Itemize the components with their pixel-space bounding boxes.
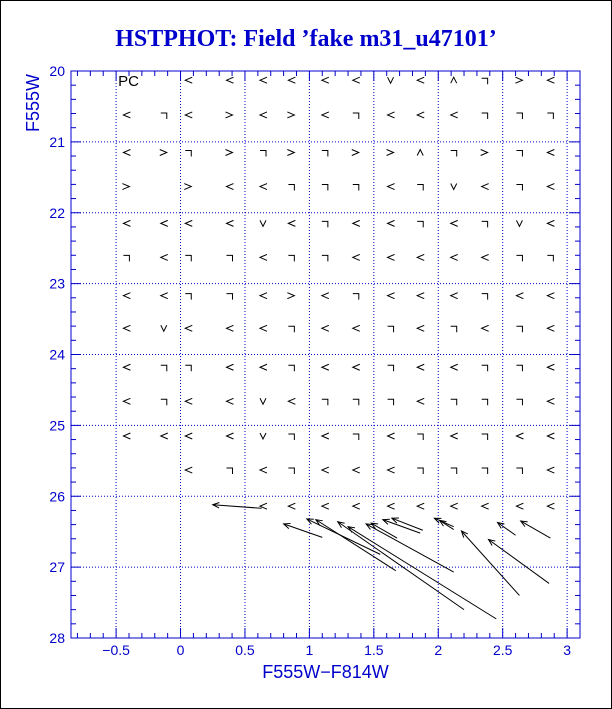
- residual-glyph: [547, 293, 554, 299]
- residual-glyph: [185, 365, 191, 371]
- x-tick-label: 3: [563, 642, 572, 658]
- residual-glyph: [547, 77, 554, 83]
- residual-glyph: [451, 399, 457, 405]
- y-tick-label: 25: [49, 417, 65, 434]
- residual-glyph: [417, 325, 424, 331]
- residual-glyph: [451, 254, 458, 260]
- residual-glyph: [226, 220, 233, 226]
- y-tick-label: 23: [49, 275, 65, 292]
- residual-glyph: [260, 325, 267, 331]
- residual-glyph: [482, 78, 488, 84]
- x-tick-label: 2.5: [492, 642, 513, 658]
- vector-arrowhead: [316, 520, 323, 526]
- residual-glyph: [226, 364, 233, 370]
- residual-glyph: [226, 398, 233, 404]
- residual-glyph: [185, 325, 192, 331]
- residual-glyph: [451, 151, 457, 157]
- residual-glyph: [388, 326, 394, 332]
- residual-glyph: [322, 399, 328, 405]
- residual-glyph: [288, 220, 295, 226]
- residual-glyph: [388, 77, 394, 83]
- residual-glyph: [226, 325, 233, 331]
- residual-glyph: [322, 112, 329, 118]
- residual-glyph: [287, 150, 294, 156]
- residual-glyph: [123, 325, 130, 331]
- residual-glyph: [353, 294, 359, 300]
- residual-glyph: [388, 503, 395, 509]
- residual-glyph: [516, 151, 522, 157]
- residual-vector: [489, 539, 550, 583]
- residual-glyph: [185, 433, 192, 439]
- residual-glyph: [161, 113, 167, 119]
- residual-glyph: [185, 255, 191, 261]
- residual-vector: [316, 520, 396, 571]
- residual-glyph: [417, 293, 424, 299]
- residual-glyph: [260, 151, 266, 157]
- residual-glyph: [547, 364, 554, 370]
- residual-vector: [434, 518, 453, 527]
- residual-glyph: [288, 365, 294, 371]
- residual-glyph: [417, 398, 424, 404]
- chart-title: HSTPHOT: Field ’fake m31_u47101’: [115, 26, 497, 52]
- x-tick-label: 1.5: [364, 642, 384, 658]
- residual-glyph: [123, 364, 130, 370]
- residual-glyph: [260, 433, 266, 439]
- y-tick-label: 20: [49, 63, 65, 79]
- residual-glyph: [547, 113, 553, 119]
- residual-glyph: [482, 325, 489, 331]
- vector-arrowhead: [371, 523, 378, 529]
- residual-glyph: [185, 294, 191, 300]
- residual-vector: [284, 524, 323, 537]
- residual-glyph: [353, 254, 360, 260]
- residual-glyph: [353, 113, 359, 119]
- residual-glyph: [482, 468, 488, 474]
- residual-glyph: [353, 434, 359, 440]
- x-tick-label: 1: [305, 642, 314, 658]
- x-tick-label: −0.5: [102, 642, 130, 658]
- residual-glyph: [185, 77, 192, 83]
- residual-glyph: [482, 365, 488, 371]
- residual-glyph: [322, 185, 328, 191]
- residual-glyph: [516, 433, 523, 439]
- residual-glyph: [322, 151, 328, 157]
- residual-glyph: [160, 150, 167, 156]
- residual-glyph: [353, 467, 360, 473]
- residual-glyph: [353, 220, 360, 226]
- y-tick-label: 24: [49, 346, 65, 363]
- residual-glyph: [123, 293, 130, 299]
- residual-glyph: [322, 325, 329, 331]
- residual-glyph: [260, 220, 266, 226]
- residual-vector: [498, 522, 516, 535]
- residual-glyph: [417, 150, 423, 156]
- residual-glyph: [288, 503, 295, 509]
- residual-glyph: [451, 77, 457, 83]
- residual-glyph: [388, 254, 395, 260]
- residual-glyph: [260, 77, 267, 83]
- residual-glyph: [516, 365, 522, 371]
- residual-glyph: [225, 112, 232, 118]
- residual-glyph: [161, 293, 168, 299]
- residual-glyph: [482, 294, 488, 300]
- residual-glyph: [260, 398, 266, 404]
- residual-glyph: [516, 255, 522, 261]
- residual-glyph: [547, 255, 553, 261]
- residual-glyph: [226, 77, 233, 83]
- residual-glyph: [417, 185, 423, 191]
- residual-vector: [440, 520, 454, 529]
- residual-glyph: [322, 364, 329, 370]
- residual-glyph: [482, 399, 488, 405]
- residual-glyph: [417, 434, 423, 440]
- residual-glyph: [547, 184, 554, 190]
- residual-glyph: [547, 433, 554, 439]
- residual-glyph: [225, 150, 232, 156]
- vector-arrowhead: [521, 521, 528, 527]
- residual-glyph: [547, 467, 554, 473]
- x-tick-label: 0.5: [235, 642, 255, 658]
- grid-lines: [71, 71, 580, 638]
- residual-glyph: [417, 503, 424, 509]
- residual-glyph: [288, 434, 294, 440]
- residual-glyph: [226, 255, 232, 261]
- residual-glyph: [322, 221, 328, 227]
- residual-glyph: [417, 221, 423, 227]
- residual-glyph: [287, 293, 294, 299]
- residual-glyph: [451, 184, 457, 190]
- residual-glyph: [322, 503, 329, 509]
- y-axis-label: F555W: [23, 73, 43, 133]
- tick-labels: [49, 63, 571, 658]
- residual-glyph: [481, 150, 488, 156]
- residual-glyph: [388, 399, 394, 405]
- residual-glyph: [547, 150, 554, 156]
- x-tick-label: 2: [434, 642, 443, 658]
- residual-glyph: [388, 365, 394, 371]
- residual-glyph: [322, 433, 329, 439]
- residual-glyph: [260, 364, 267, 370]
- y-tick-label: 27: [49, 559, 65, 576]
- residual-glyph: [516, 503, 523, 509]
- residual-glyph: [185, 220, 192, 226]
- residual-glyph: [516, 326, 522, 332]
- residual-glyph: [482, 254, 489, 260]
- residual-glyph: [417, 468, 423, 474]
- residual-glyph: [451, 326, 457, 332]
- x-axis-label: F555W−F814W: [262, 662, 389, 682]
- residual-glyph: [353, 364, 360, 370]
- residual-glyph: [226, 433, 233, 439]
- residual-vector: [338, 522, 464, 610]
- residual-glyph: [516, 468, 522, 474]
- residual-glyph: [547, 503, 554, 509]
- residual-glyph: [353, 503, 360, 509]
- x-tick-label: 0: [176, 642, 185, 658]
- residual-glyph: [451, 293, 458, 299]
- residual-glyph: [388, 184, 395, 190]
- residual-glyph: [417, 77, 424, 83]
- residual-glyph: [515, 77, 522, 83]
- residual-glyph: [388, 220, 395, 226]
- residual-glyph: [353, 325, 360, 331]
- residual-vector: [371, 523, 397, 538]
- residual-glyph: [122, 184, 129, 190]
- residual-glyph: [417, 254, 424, 260]
- residual-glyph: [516, 399, 522, 405]
- residual-glyph: [451, 503, 458, 509]
- residual-glyph: [451, 112, 458, 118]
- residual-vector: [521, 521, 551, 538]
- residual-glyph: [547, 325, 554, 331]
- residual-glyph: [547, 398, 554, 404]
- residual-glyph: [451, 468, 457, 474]
- residual-glyph: [322, 255, 328, 261]
- residual-glyph: [185, 151, 191, 157]
- residual-glyph: [226, 294, 232, 300]
- residual-glyph: [226, 468, 232, 474]
- residual-glyph: [322, 77, 329, 83]
- residual-glyph: [185, 112, 192, 118]
- residual-glyph: [387, 150, 394, 156]
- residual-glyph: [388, 112, 395, 118]
- residual-glyph: [516, 220, 522, 226]
- residual-glyph: [123, 220, 130, 226]
- residual-glyph: [184, 184, 191, 190]
- residual-glyph: [353, 399, 359, 405]
- y-tick-label: 21: [49, 133, 65, 150]
- residual-glyph: [388, 433, 395, 439]
- residual-glyph: [288, 468, 294, 474]
- residual-glyph: [260, 112, 267, 118]
- residual-glyph: [516, 113, 522, 119]
- residual-glyph: [123, 150, 130, 156]
- residual-glyph: [353, 185, 359, 191]
- residual-glyph: [482, 184, 489, 190]
- residual-glyph: [260, 254, 267, 260]
- residual-glyph: [226, 184, 233, 190]
- residual-glyph: [388, 293, 395, 299]
- residual-glyph: [417, 112, 424, 118]
- residual-glyph: [417, 364, 424, 370]
- y-tick-label: 22: [49, 204, 65, 221]
- residual-glyph: [260, 293, 267, 299]
- residual-glyph: [482, 503, 489, 509]
- residual-glyph: [451, 364, 458, 370]
- residual-vector: [213, 505, 262, 509]
- residual-glyph: [123, 112, 130, 118]
- residual-vectors: [213, 503, 551, 619]
- residual-glyph: [287, 112, 294, 118]
- residual-glyph: [322, 293, 329, 299]
- residual-glyph: [288, 398, 295, 404]
- residual-glyph: [547, 220, 554, 226]
- residual-glyph: [260, 467, 267, 473]
- residual-glyph: [322, 467, 329, 473]
- residual-glyph: [161, 325, 167, 331]
- residual-glyph: [288, 185, 294, 191]
- residual-glyph: [516, 185, 522, 191]
- y-tick-label: 28: [49, 630, 65, 646]
- residual-glyph: [123, 398, 130, 404]
- residual-glyph: [516, 293, 523, 299]
- residual-glyph: [161, 365, 167, 371]
- residual-glyph: [288, 255, 294, 261]
- residual-glyph: [288, 77, 295, 83]
- residual-glyph: [161, 433, 168, 439]
- residual-glyph: [352, 150, 359, 156]
- residual-glyph: [288, 326, 294, 332]
- residual-glyph: [482, 113, 488, 119]
- residual-glyph: [482, 434, 488, 440]
- residual-glyph: [185, 398, 192, 404]
- y-tick-label: 26: [49, 488, 65, 505]
- residual-glyph: [451, 433, 458, 439]
- residual-glyph: [161, 220, 168, 226]
- residual-glyph: [388, 467, 395, 473]
- residual-glyph: [161, 254, 168, 260]
- chip-label: PC: [118, 73, 139, 91]
- residual-vector: [348, 527, 496, 619]
- residual-glyph: [451, 220, 458, 226]
- residual-glyph: [185, 467, 192, 473]
- residual-glyph: [161, 399, 167, 405]
- residual-glyph: [482, 221, 488, 227]
- residual-glyph: [123, 255, 129, 261]
- residual-glyph: [123, 433, 130, 439]
- residual-glyph: [353, 77, 360, 83]
- residual-glyph: [260, 184, 267, 190]
